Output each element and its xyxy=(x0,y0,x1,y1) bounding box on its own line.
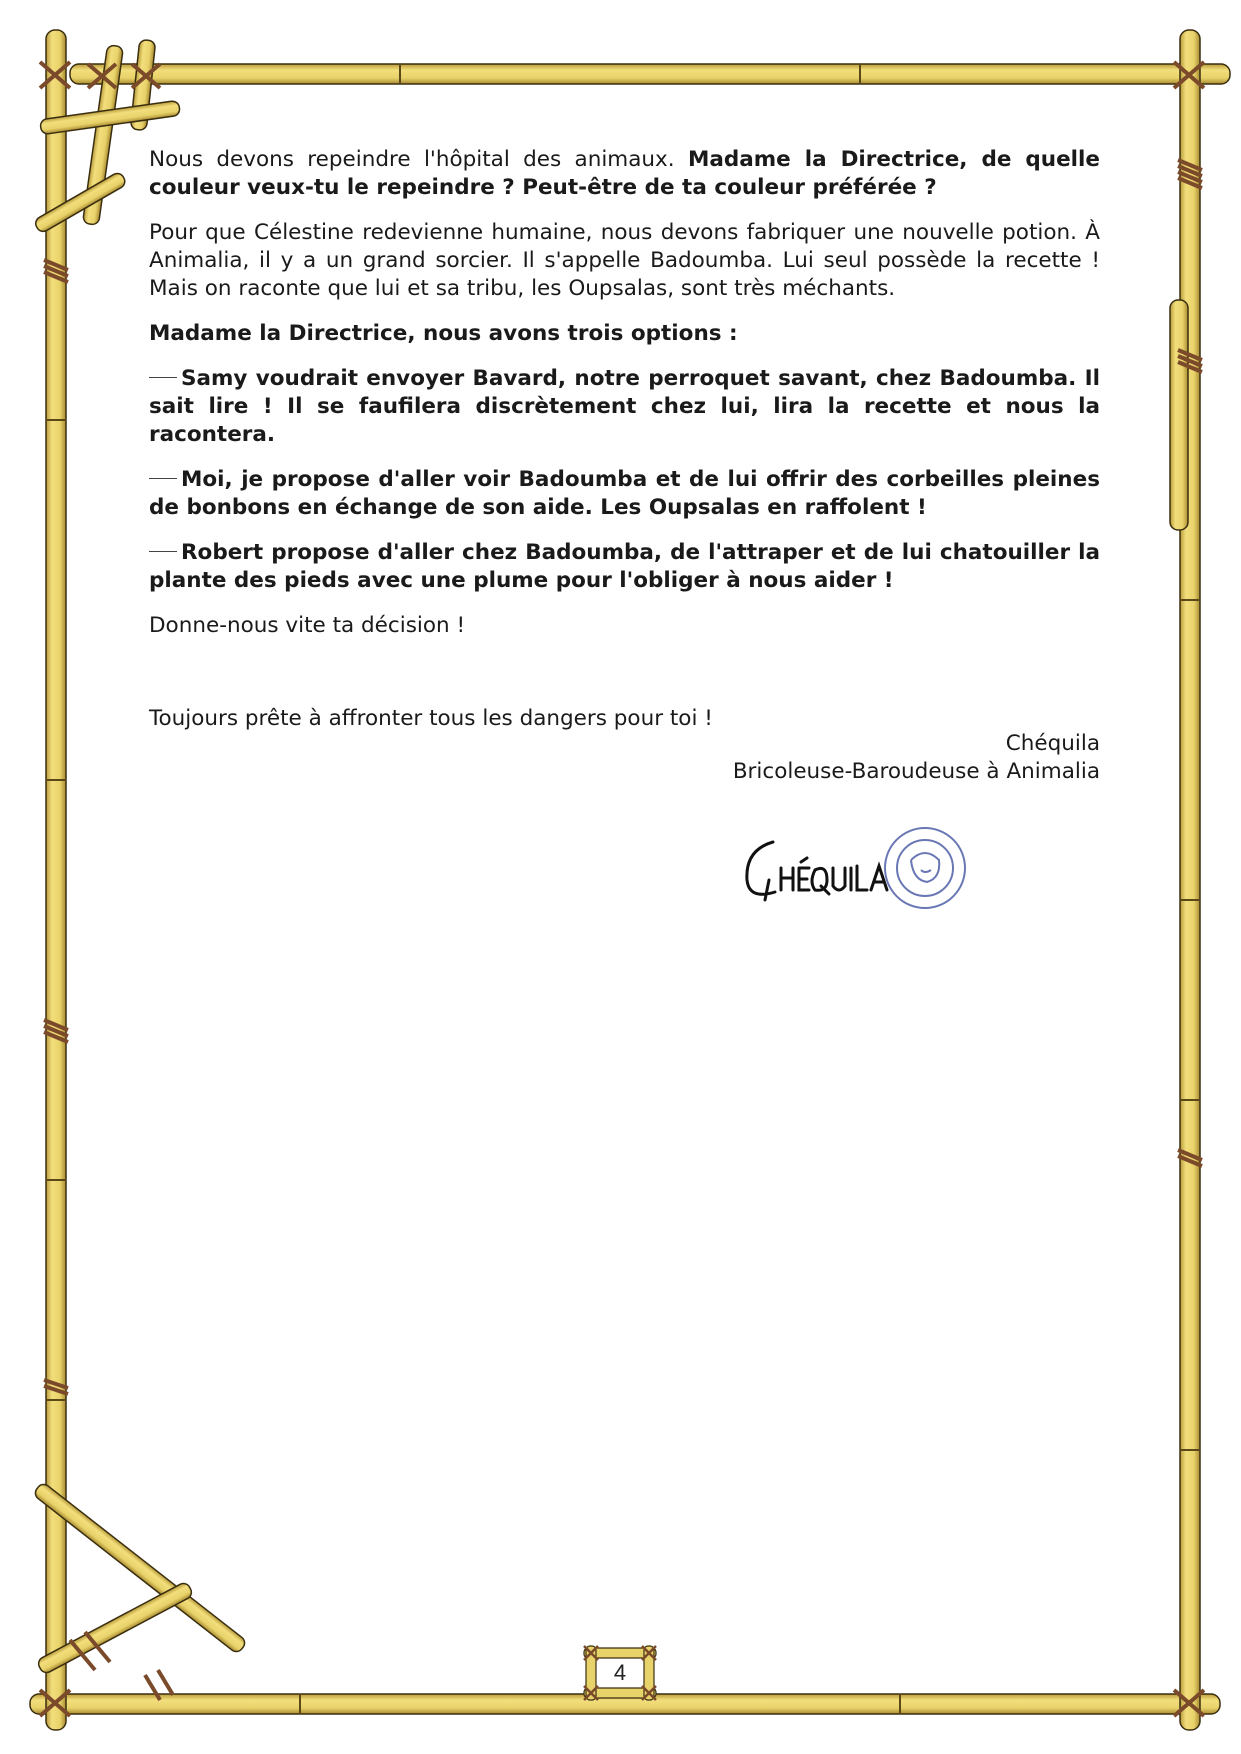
bamboo-right xyxy=(1180,30,1200,1730)
option-text: Robert propose d'aller chez Badoumba, de l'attraper et de lui chatouiller la plante des pieds avec une plume pour l'obliger à nous aider ! xyxy=(149,540,1100,593)
intro-text: Nous devons repeindre l'hôpital des animaux. xyxy=(149,147,688,172)
paragraph-closing: Toujours prête à affronter tous les dangers pour toi ! xyxy=(149,706,713,731)
dash xyxy=(149,478,177,479)
bamboo-left xyxy=(46,30,66,1730)
options-heading: Madame la Directrice, nous avons trois options : xyxy=(149,321,738,346)
paragraph-options-heading xyxy=(149,320,1100,348)
dash xyxy=(149,377,177,378)
option-text: Moi, je propose d'aller voir Badoumba et de lui offrir des corbeilles pleines de bonbons en échange de son aide. Les Oupsalas en raffolent ! xyxy=(149,467,1100,520)
option-item xyxy=(149,539,1100,595)
dash xyxy=(149,551,177,552)
paragraph-intro xyxy=(149,146,1100,202)
option-item xyxy=(149,365,1100,449)
letter-body xyxy=(149,146,1100,750)
option-text: Samy voudrait envoyer Bavard, notre perroquet savant, chez Badoumba. Il sait lire ! Il se faufilera discrètement chez lui, lira la recette et nous la racontera. xyxy=(149,366,1100,447)
paragraph-potion: Pour que Célestine redevienne humaine, nous devons fabriquer une nouvelle potion. À Animalia, il y a un grand sorcier. Il s'appelle Badoumba. Lui seul possède la recette ! Mais on raconte que lui et sa tribu, les Oupsalas, sont très méchants. xyxy=(149,220,1100,301)
signature-with-stamp xyxy=(735,820,995,915)
intro-question: Madame la Directrice, de quelle couleur veux-tu le repeindre ? Peut-être de ta couleur préférée ? xyxy=(149,147,1100,200)
signoff-role: Bricoleuse-Baroudeuse à Animalia xyxy=(732,759,1100,784)
signoff-name: Chéquila xyxy=(1005,731,1100,756)
bamboo-top xyxy=(70,64,1230,84)
option-item xyxy=(149,466,1100,522)
page-number xyxy=(580,1644,660,1702)
options-list xyxy=(149,365,1100,595)
signoff xyxy=(600,730,1100,786)
page-number-text: 4 xyxy=(613,1660,627,1685)
paragraph-decision: Donne-nous vite ta décision ! xyxy=(149,613,466,638)
